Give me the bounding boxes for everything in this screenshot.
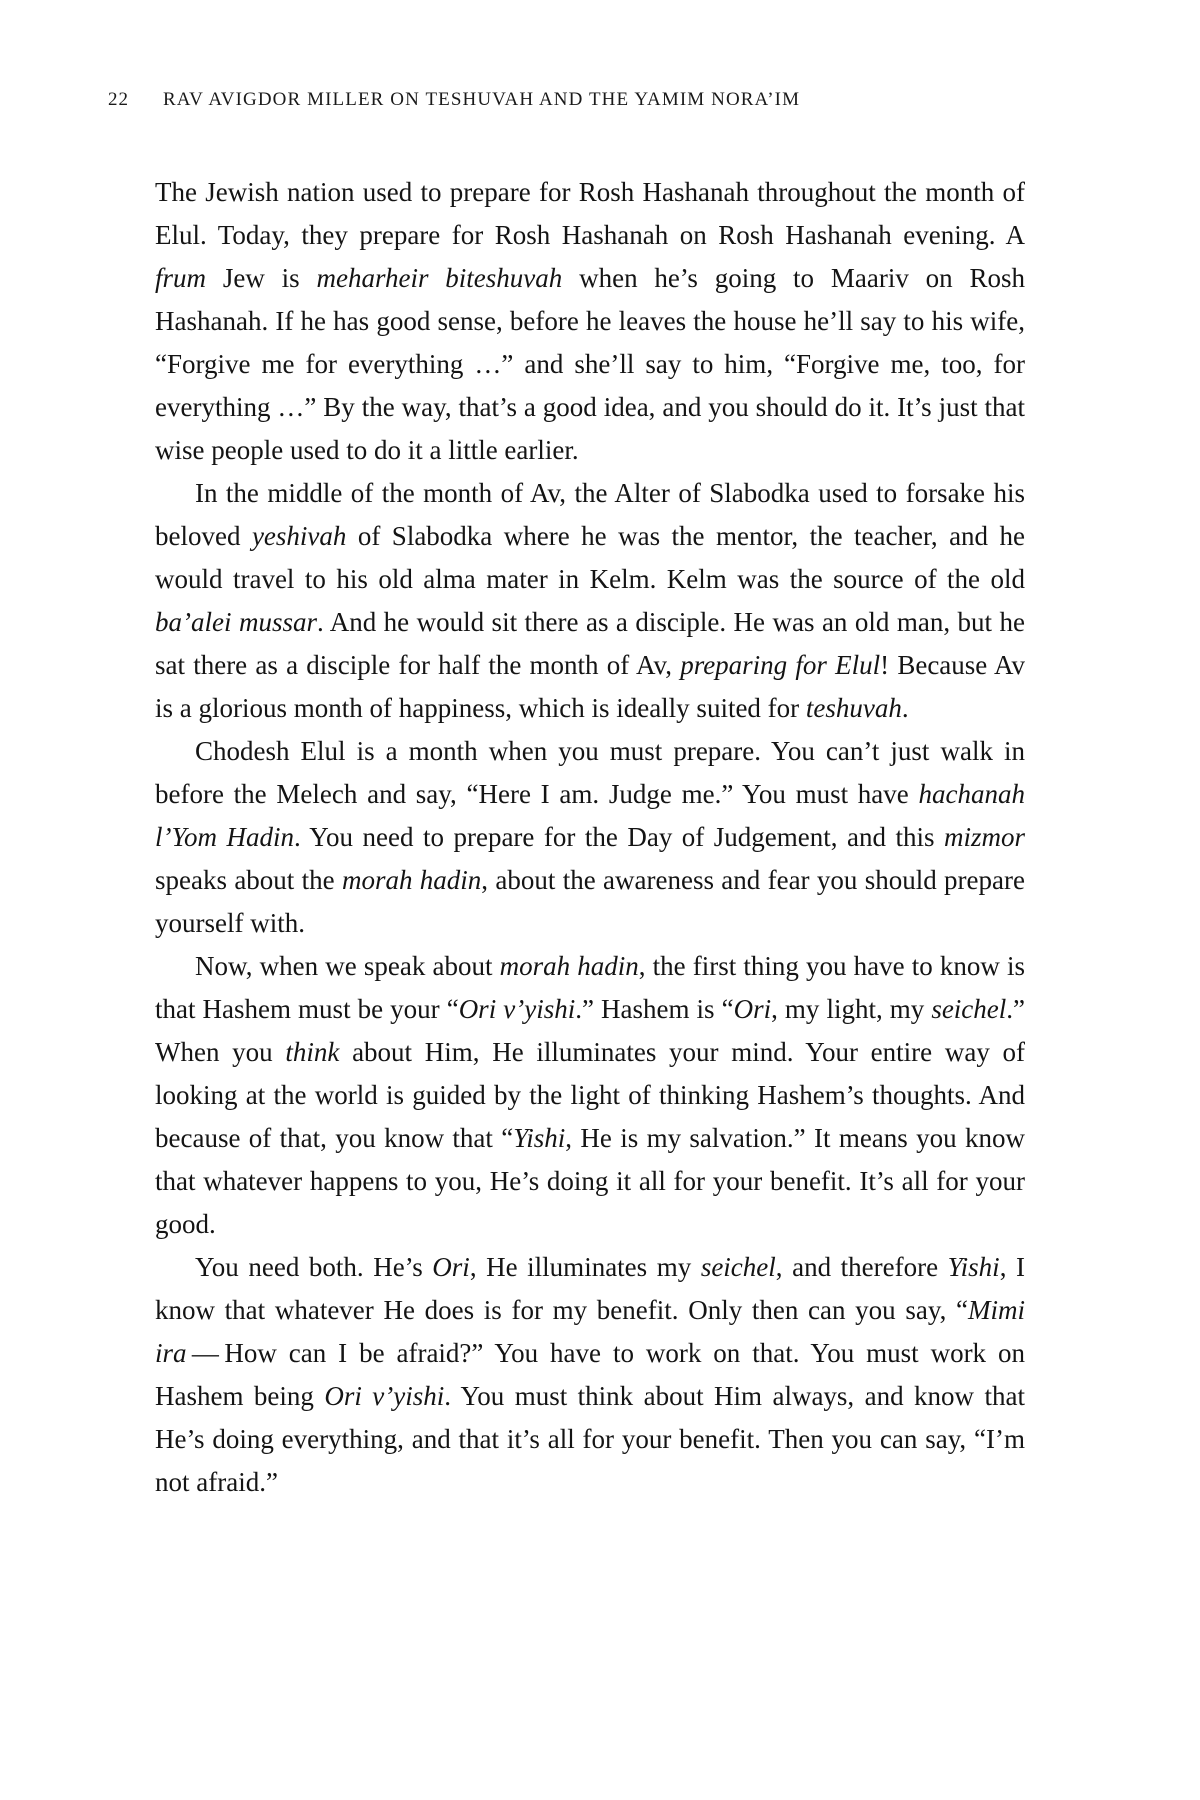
body-text [155, 171, 1025, 1504]
text-segment: . You need to prepare for the Day of Judgement, and this [294, 822, 944, 852]
italic-text-segment: seichel [700, 1252, 776, 1282]
text-segment: Now, when we speak about [195, 951, 500, 981]
paragraph [155, 472, 1025, 730]
paragraph [155, 1246, 1025, 1504]
italic-text-segment: morah hadin [499, 951, 639, 981]
italic-text-segment: ba’alei mussar [155, 607, 317, 637]
text-segment: of Slabodka where he was the mentor, the teacher, and he would travel to his old alma mater in Kelm. Kelm was the source of the old [155, 521, 1025, 594]
text-segment: . You must think about Him always, and know that He’s doing everything, and that it’s all for your benefit. Then you can say, “I’m not afraid.” [155, 1381, 1025, 1497]
running-header [108, 88, 1100, 112]
text-segment: , I know that whatever He does is for my benefit. Only then can you say, “ [155, 1252, 1025, 1325]
text-segment: , and therefore [775, 1252, 948, 1282]
italic-text-segment: Ori [432, 1252, 470, 1282]
text-segment: , the first thing you have to know is that Hashem must be your “ [155, 951, 1025, 1024]
italic-text-segment: meharheir biteshuvah [316, 263, 563, 293]
text-segment: Jew is [206, 263, 317, 293]
text-segment: , my light, my [771, 994, 932, 1024]
running-title: RAV AVIGDOR MILLER ON TESHUVAH AND THE YAMIM NORA’IM [163, 89, 801, 110]
text-segment: .” Hashem is “ [575, 994, 734, 1024]
italic-text-segment: Ori v’yishi [458, 994, 576, 1024]
paragraph [155, 945, 1025, 1246]
text-segment: speaks about the [155, 865, 342, 895]
text-segment: .” When you [155, 994, 1026, 1067]
italic-text-segment: Ori [733, 994, 772, 1024]
italic-text-segment: morah hadin [341, 865, 482, 895]
text-segment: , He illuminates my [469, 1252, 701, 1282]
italic-text-segment: Yishi [947, 1252, 1000, 1282]
text-segment: — How can I be afraid?” You have to work on that. You must work on Hashem being [155, 1338, 1025, 1411]
paragraph [155, 730, 1025, 945]
italic-text-segment: yeshivah [251, 521, 347, 551]
italic-text-segment: hachanah l’Yom Hadin [155, 779, 1025, 852]
text-segment: about Him, He illuminates your mind. Your entire way of looking at the world is guided by the light of thinking Hashem’s thoughts. And because of that, you know that “ [155, 1037, 1026, 1153]
text-segment: when he’s going to Maariv on Rosh Hashanah. If he has good sense, before he leaves the house he’ll say to his wife, “Forgive me for everything …” and she’ll say to him, “Forgive me, too, for everything …” By the way, that’s a good idea, and you should do it. It’s just that wise people used to do it a little earlier. [155, 263, 1025, 465]
text-segment: , He is my salvation.” It means you know that whatever happens to you, He’s doing it all for your benefit. It’s all for your good. [155, 1123, 1025, 1239]
paragraph [155, 171, 1025, 472]
italic-text-segment: teshuvah [805, 693, 902, 723]
text-segment: Chodesh Elul is a month when you must prepare. You can’t just walk in before the Melech and say, “Here I am. Judge me.” You must have [155, 736, 1025, 809]
text-segment: . And he would sit there as a disciple. He was an old man, but he sat there as a disciple for half the month of Av, [155, 607, 1025, 680]
text-segment: . [901, 693, 909, 723]
italic-text-segment: mizmor [943, 822, 1025, 852]
text-segment: The Jewish nation used to prepare for Rosh Hashanah throughout the month of Elul. Today, they prepare for Rosh Hashanah on Rosh Hashanah evening. A [155, 177, 1025, 250]
italic-text-segment: think [285, 1037, 340, 1067]
italic-text-segment: preparing for Elul [680, 650, 881, 680]
italic-text-segment: Mimi ira [155, 1295, 1025, 1368]
page-number: 22 [108, 89, 129, 110]
italic-text-segment: Yishi [513, 1123, 566, 1153]
text-segment: In the middle of the month of Av, the Alter of Slabodka used to forsake his beloved [155, 478, 1025, 551]
italic-text-segment: frum [155, 263, 207, 293]
text-segment: , about the awareness and fear you should prepare yourself with. [155, 865, 1025, 938]
text-segment: You need both. He’s [195, 1252, 433, 1282]
italic-text-segment: Ori v’yishi [324, 1381, 445, 1411]
italic-text-segment: seichel [931, 994, 1007, 1024]
text-segment: ! Because Av is a glorious month of happiness, which is ideally suited for [155, 650, 1025, 723]
